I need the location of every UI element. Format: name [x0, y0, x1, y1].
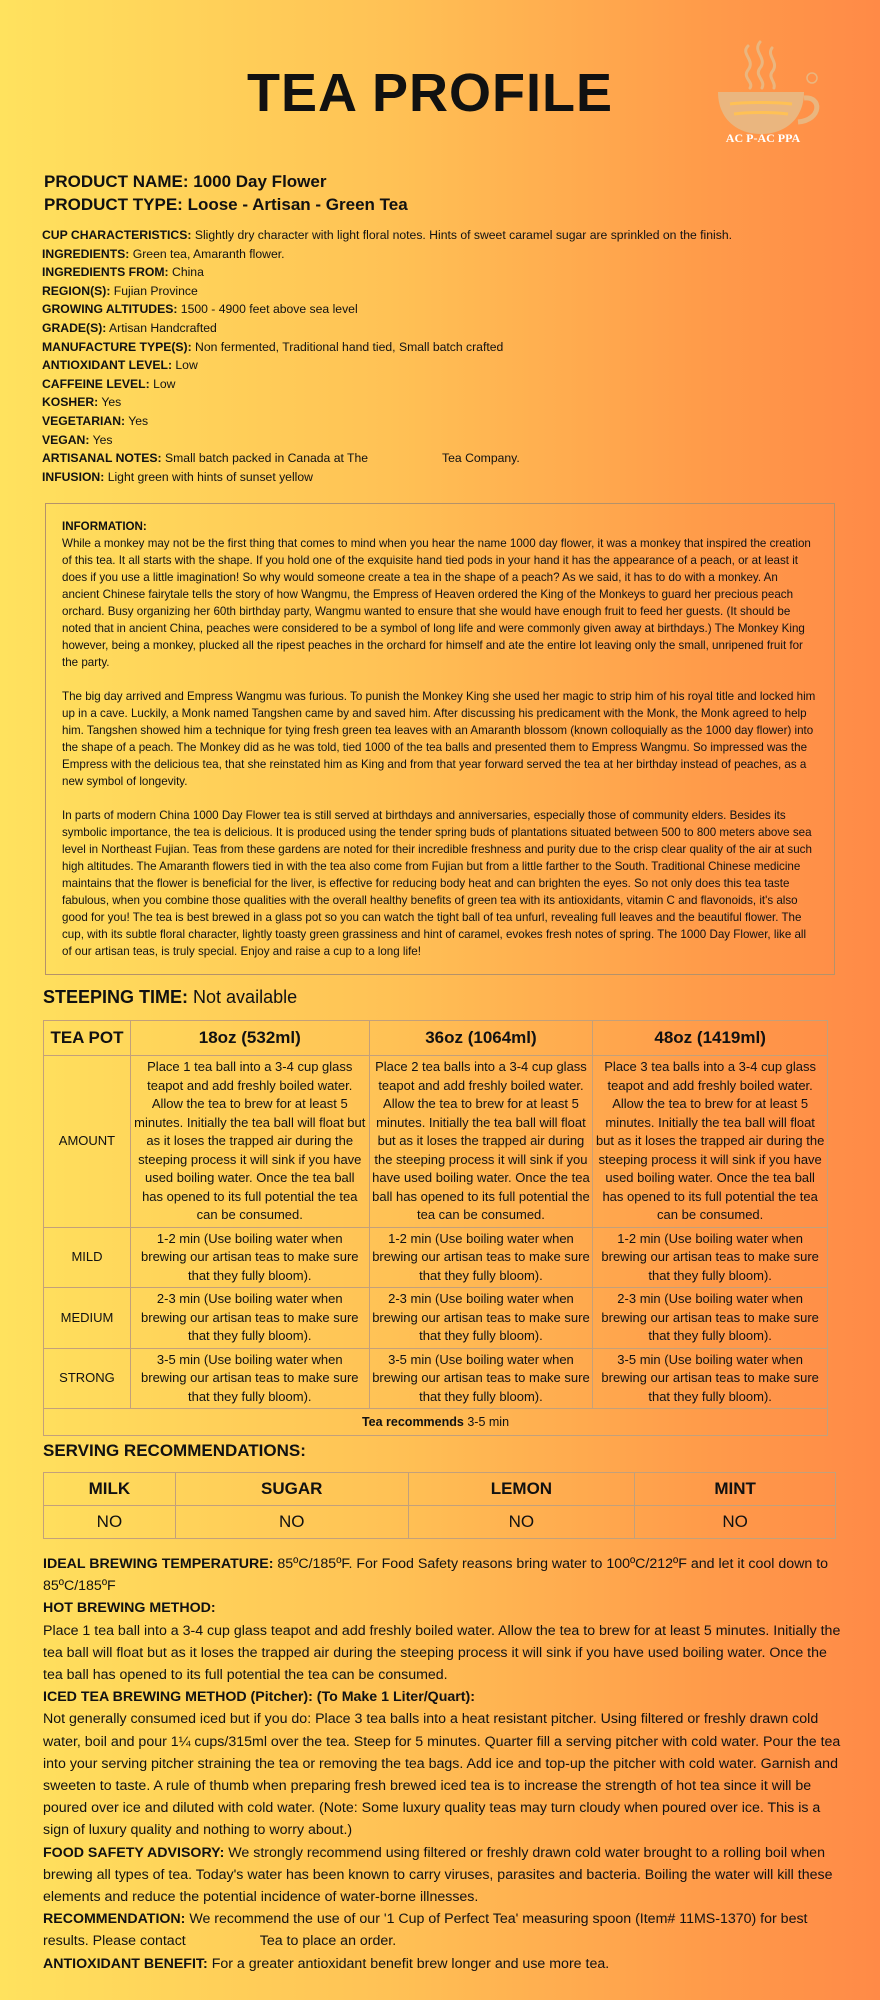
- logo-text: AC P-AC PPA: [725, 131, 801, 145]
- spec-row: VEGETARIAN: Yes: [42, 413, 149, 428]
- table-cell: 3-5 min (Use boiling water when brewing our artisan teas to make sure that they fully bloom).: [369, 1348, 593, 1409]
- tea-recommends: Tea recommends 3-5 min: [44, 1409, 828, 1436]
- table-cell: NO: [44, 1506, 176, 1539]
- spec-row: ANTIOXIDANT LEVEL: Low: [42, 358, 198, 373]
- brewing-instructions: [43, 1553, 843, 1975]
- product-type-line: PRODUCT TYPE: Loose - Artisan - Green Tea: [44, 195, 408, 214]
- instruction-paragraph: ICED TEA BREWING METHOD (Pitcher): (To Make 1 Liter/Quart):: [43, 1689, 475, 1706]
- table-cell: 1-2 min (Use boiling water when brewing our artisan teas to make sure that they fully bloom).: [593, 1227, 828, 1288]
- instruction-paragraph: RECOMMENDATION: We recommend the use of our '1 Cup of Perfect Tea' measuring spoon (Item# 11MS-1370) for best results. Please contact Tea to place an order.: [43, 1911, 808, 1950]
- table-header-row: [44, 1021, 828, 1056]
- spec-row: INGREDIENTS FROM: China: [42, 265, 204, 280]
- table-header-row: [44, 1473, 836, 1506]
- table-cell: 2-3 min (Use boiling water when brewing our artisan teas to make sure that they fully bloom).: [369, 1288, 593, 1349]
- table-header: LEMON: [408, 1473, 635, 1506]
- spec-row: GRADE(S): Artisan Handcrafted: [42, 320, 217, 335]
- information-paragraph: The big day arrived and Empress Wangmu was furious. To punish the Monkey King she used her magic to strip him of his royal title and locked him up in a cave. Luckily, a Monk named Tangshen came by and saved him. After discussing his predicament with the Monk, the Monk agreed to help him. Tangshen showed him a technique for tying fresh green tea leaves with an Amaranth blossom (known colloquially as the 1000 day flower) into the shape of a peach. The Monkey did as he was told, tied 1000 of the tea balls and presented them to Empress Wangmu. So impressed was the Empress with the delicious tea, that she reinstated him as King and from that year forward served the tea at her birthday instead of peaches, as a new symbol of longevity.: [62, 690, 816, 788]
- information-paragraph: In parts of modern China 1000 Day Flower tea is still served at birthdays and anniversaries, especially those of community elders. Besides its symbolic importance, the tea is delicious. It is produced using the tender spring buds of plantations situated between 500 to 800 meters above sea level in Northeast Fujian. Teas from these gardens are noted for their incredible freshness and purity due to the crisp clear quality of the air at such high altitudes. The Amaranth flowers tied in with the tea also come from Fujian but from a little farther to the South. Traditional Chinese medicine maintains that the flower is beneficial for the liver, is effective for reducing body heat and can brighten the eyes. So not only does this tea taste fabulous, when you combine those qualities with the overall healthy benefits of green tea with its antioxidants, vitamin C and flavonoids, it's also good for you! The tea is best brewed in a glass pot so you can watch the tight ball of tea unfurl, revealing full leaves and the beautiful flower. The cup, with its subtle floral character, lightly toasty green grassiness and hint of caramel, evokes fresh notes of spring. The 1000 Day Flower, like all of our artisan teas, is truly special. Enjoy and raise a cup to a long life!: [62, 809, 812, 958]
- instruction-paragraph: Place 1 tea ball into a 3-4 cup glass teapot and add freshly boiled water. Allow the tea to brew for at least 5 minutes. Initially the tea ball will float but as it loses the trapped air during the steeping process it will sink if you have used boiling water. Once the tea ball has opened to its full potential the tea can be consumed.: [43, 1622, 841, 1684]
- spec-row: GROWING ALTITUDES: 1500 - 4900 feet above sea level: [42, 302, 358, 317]
- table-cell: 1-2 min (Use boiling water when brewing our artisan teas to make sure that they fully bloom).: [130, 1227, 369, 1288]
- information-box: [45, 503, 835, 975]
- table-cell: 2-3 min (Use boiling water when brewing our artisan teas to make sure that they fully bloom).: [130, 1288, 369, 1349]
- row-label: AMOUNT: [44, 1056, 131, 1228]
- spec-list: [42, 226, 732, 486]
- table-footer-row: [44, 1409, 828, 1436]
- page-title: TEA PROFILE: [246, 63, 613, 123]
- table-cell: NO: [635, 1506, 836, 1539]
- tea-cup-logo-icon: [700, 38, 830, 150]
- table-row: [44, 1348, 828, 1409]
- spec-row: INFUSION: Light green with hints of sunset yellow: [42, 469, 313, 484]
- spec-row: ARTISANAL NOTES: Small batch packed in Canada at The Tea Company.: [42, 451, 520, 466]
- table-cell: 3-5 min (Use boiling water when brewing our artisan teas to make sure that they fully bloom).: [130, 1348, 369, 1409]
- table-row: [44, 1056, 828, 1228]
- table-row: [44, 1506, 836, 1539]
- serving-table: [43, 1472, 836, 1539]
- information-heading: INFORMATION:: [62, 520, 147, 533]
- table-cell: Place 3 tea balls into a 3-4 cup glass teapot and add freshly boiled water. Allow the tea to brew for at least 5 minutes. Initially the tea ball will float but as it loses the trapped air during the steeping process it will sink if you have used boiling water. Once the tea ball has opened to its full potential the tea can be consumed.: [593, 1056, 828, 1228]
- table-row: [44, 1288, 828, 1349]
- row-label: MEDIUM: [44, 1288, 131, 1349]
- product-name-line: PRODUCT NAME: 1000 Day Flower: [44, 172, 327, 191]
- spec-row: VEGAN: Yes: [42, 432, 113, 447]
- table-cell: 3-5 min (Use boiling water when brewing our artisan teas to make sure that they fully bloom).: [593, 1348, 828, 1409]
- instruction-paragraph: ANTIOXIDANT BENEFIT: For a greater antioxidant benefit brew longer and use more tea.: [43, 1955, 610, 1972]
- row-label: STRONG: [44, 1348, 131, 1409]
- table-header: MINT: [635, 1473, 836, 1506]
- steeping-time: STEEPING TIME: Not available: [43, 987, 298, 1007]
- table-cell: Place 2 tea balls into a 3-4 cup glass teapot and add freshly boiled water. Allow the tea to brew for at least 5 minutes. Initially the tea ball will float but as it loses the trapped air during the steeping process it will sink if you have used boiling water. Once the tea ball has opened to its full potential the tea can be consumed.: [369, 1056, 593, 1228]
- table-cell: 2-3 min (Use boiling water when brewing our artisan teas to make sure that they fully bloom).: [593, 1288, 828, 1349]
- table-cell: 1-2 min (Use boiling water when brewing our artisan teas to make sure that they fully bloom).: [369, 1227, 593, 1288]
- table-header: 48oz (1419ml): [593, 1021, 828, 1056]
- spec-row: MANUFACTURE TYPE(S): Non fermented, Traditional hand tied, Small batch crafted: [42, 339, 504, 354]
- table-header: SUGAR: [175, 1473, 408, 1506]
- spec-row: CUP CHARACTERISTICS: Slightly dry character with light floral notes. Hints of sweet caramel sugar are sprinkled on the finish.: [42, 228, 732, 242]
- instruction-paragraph: HOT BREWING METHOD:: [43, 1600, 216, 1617]
- instruction-paragraph: FOOD SAFETY ADVISORY: We strongly recommend using filtered or freshly drawn cold water brought to a rolling boil when brewing all types of tea. Today's water has been known to carry viruses, parasites and bacteria. Boiling the water will kill these elements and reduce the potential incidence of water-borne illnesses.: [43, 1844, 833, 1906]
- spec-row: REGION(S): Fujian Province: [42, 283, 198, 298]
- table-header: TEA POT: [44, 1021, 131, 1056]
- table-row: [44, 1227, 828, 1288]
- table-header: 36oz (1064ml): [369, 1021, 593, 1056]
- instruction-paragraph: IDEAL BREWING TEMPERATURE: 85ºC/185ºF. For Food Safety reasons bring water to 100ºC/212ºF and let it cool down to 85ºC/185ºF: [43, 1556, 829, 1595]
- spec-row: INGREDIENTS: Green tea, Amaranth flower.: [42, 246, 285, 261]
- table-cell: NO: [175, 1506, 408, 1539]
- table-cell: NO: [408, 1506, 635, 1539]
- table-header: 18oz (532ml): [130, 1021, 369, 1056]
- steeping-table: [43, 1020, 828, 1436]
- instruction-paragraph: Not generally consumed iced but if you do: Place 3 tea balls into a heat resistant pitcher. Using filtered or freshly drawn cold water, boil and pour 1¼ cups/315ml over the tea. Steep for 5 minutes. Quarter fill a serving pitcher with cold water. Pour the tea into your serving pitcher straining the tea or removing the tea bags. Add ice and top-up the pitcher with cold water. Garnish and sweeten to taste. A rule of thumb when preparing fresh brewed iced tea is to increase the strength of hot tea since it will be poured over ice and diluted with cold water. (Note: Some luxury quality teas may turn cloudy when poured over ice. This is a sign of luxury quality and nothing to worry about.): [43, 1711, 841, 1839]
- serving-heading: SERVING RECOMMENDATIONS:: [43, 1441, 306, 1460]
- spec-row: CAFFEINE LEVEL: Low: [42, 376, 176, 391]
- row-label: MILD: [44, 1227, 131, 1288]
- product-block: [44, 170, 408, 216]
- table-cell: Place 1 tea ball into a 3-4 cup glass teapot and add freshly boiled water. Allow the tea to brew for at least 5 minutes. Initially the tea ball will float but as it loses the trapped air during the steeping process it will sink if you have used boiling water. Once the tea ball has opened to its full potential the tea can be consumed.: [130, 1056, 369, 1228]
- table-header: MILK: [44, 1473, 176, 1506]
- information-paragraph: While a monkey may not be the first thing that comes to mind when you hear the name 1000 day flower, it was a monkey that inspired the creation of this tea. It all starts with the shape. If you hold one of the exquisite hand tied pods in your hand it has the appearance of a peach, or at least it does if you use a little imagination! So why would someone create a tea in the shape of a peach? As we said, it has to do with a monkey. An ancient Chinese fairytale tells the story of how Wangmu, the Empress of Heaven ordered the King of the Monkeys to guard her precious peach orchard. Busy organizing her 60th birthday party, Wangmu wanted to ensure that she would have enough fruit to feed her guests. (It should be noted that in ancient China, peaches were considered to be a symbol of long life and were commonly given away at birthdays.) The Monkey King however, being a monkey, plucked all the ripest peaches in the orchard for himself and ate the entire lot leaving only the small, unripened fruit for the party.: [62, 537, 811, 669]
- spec-row: KOSHER: Yes: [42, 395, 122, 410]
